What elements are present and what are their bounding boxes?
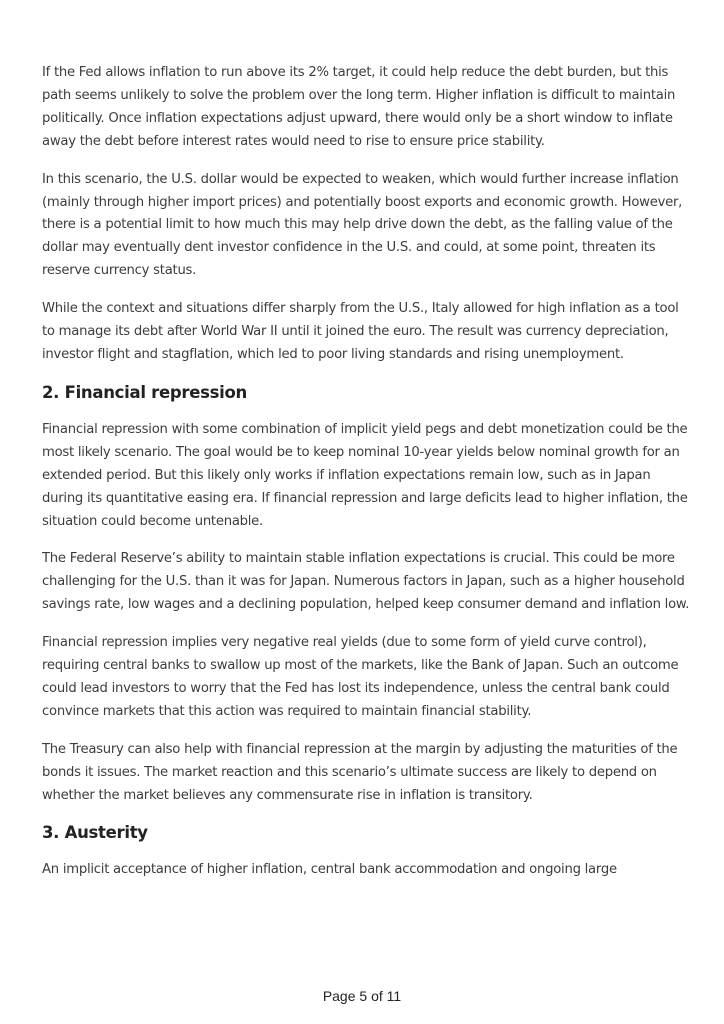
paragraph-italy-example: While the context and situations differ sharply from the U.S., Italy allowed for high inflation as a tool to manage its debt after World War II until it joined the euro. The result was currency depreciation, investor flight and stagflation, which led to poor living standards and rising unemployment. (42, 301, 679, 362)
paragraph-inflation-target: If the Fed allows inflation to run above its 2% target, it could help reduce the debt burden, but this path seems unlikely to solve the problem over the long term. Higher inflation is difficult to maintain politically. Once inflation expectations adjust upward, there would only be a short window to inflate away the debt before interest rates would need to rise to ensure price stability. (42, 65, 676, 149)
paragraph-fed-inflation-expectations: The Federal Reserve’s ability to maintain stable inflation expectations is crucial. This could be more challenging for the U.S. than it was for Japan. Numerous factors in Japan, such as a higher household savings rate, low wages and a declining population, helped keep consumer demand and inflation low. (42, 551, 690, 613)
paragraph-financial-repression-scenario: Financial repression with some combination of implicit yield pegs and debt monetization could be the most likely scenario. The goal would be to keep nominal 10-year yields below nominal growth for an extended period. But this likely only works if inflation expectations remain low, such as in Japan during its quantitative easing era. If financial repression and large deficits lead to higher inflation, the situation could become untenable. (42, 421, 688, 529)
heading-austerity: 3. Austerity (42, 823, 148, 843)
page-number-footer: Page 5 of 11 (322, 988, 402, 1004)
paragraph-dollar-weaken: In this scenario, the U.S. dollar would be expected to weaken, which would further increase inflation (mainly through higher import prices) and potentially boost exports and economic growth. However, there is a potential limit to how much this may help drive down the debt, as the falling value of the dollar may eventually dent investor confidence in the U.S. and could, at some point, threaten its reserve currency status. (42, 171, 683, 279)
paragraph-austerity-intro: An implicit acceptance of higher inflation, central bank accommodation and ongoing large (42, 862, 617, 878)
paragraph-negative-real-yields: Financial repression implies very negative real yields (due to some form of yield curve control), requiring central banks to swallow up most of the markets, like the Bank of Japan. Such an outcome could lead investors to worry that the Fed has lost its independence, unless the central bank could convince markets that this action was required to maintain financial stability. (42, 635, 679, 719)
document-page (42, 62, 692, 897)
heading-financial-repression: 2. Financial repression (42, 382, 247, 402)
paragraph-treasury-maturities: The Treasury can also help with financial repression at the margin by adjusting the maturities of the bonds it issues. The market reaction and this scenario’s ultimate success are likely to depend on whether the market believes any commensurate rise in inflation is transitory. (42, 741, 678, 803)
